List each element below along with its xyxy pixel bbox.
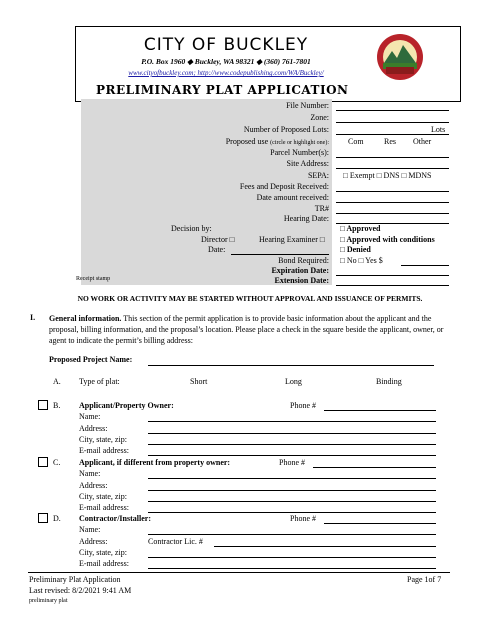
expiration-line[interactable]	[336, 275, 449, 276]
letterhead	[75, 26, 461, 102]
date-amount-line[interactable]	[336, 202, 449, 203]
city-address: P.O. Box 1960 ◆ Buckley, WA 98321 ◆ (360) 761-7801	[141, 57, 311, 66]
c-name-label: Name:	[79, 469, 101, 478]
b-email-line[interactable]	[148, 455, 436, 456]
form-title: PRELIMINARY PLAT APPLICATION	[96, 83, 349, 97]
bond-options[interactable]: □ No □ Yes $	[340, 256, 383, 265]
d-address-label: Address:	[79, 537, 108, 546]
footer-revised: Last revised: 8/2/2021 9:41 AM	[29, 586, 132, 595]
type-of-plat-label: Type of plat:	[79, 377, 120, 386]
use-label	[81, 137, 329, 146]
zone-label: Zone:	[310, 113, 329, 122]
decision-date-line[interactable]	[231, 254, 329, 255]
city-links[interactable]: www.cityofbuckley.com; http://www.codepublishing.com/WA/Buckley/	[128, 69, 324, 77]
file-number-line[interactable]	[336, 110, 449, 111]
d-phone-line[interactable]	[324, 523, 436, 524]
approved-conditions-checkbox[interactable]: □ Approved with conditions	[340, 235, 435, 244]
plat-long-option[interactable]: Long	[285, 377, 302, 386]
b-label: B.	[53, 401, 61, 410]
use-label-text: Proposed use	[225, 137, 269, 146]
section-number: I.	[30, 313, 36, 322]
d-phone-label: Phone #	[290, 514, 316, 523]
c-phone-line[interactable]	[313, 467, 436, 468]
site-label: Site Address:	[286, 159, 329, 168]
use-option-res[interactable]: Res	[384, 137, 396, 146]
c-email-label: E-mail address:	[79, 503, 129, 512]
lots-unit: Lots	[431, 125, 446, 134]
lots-label: Number of Proposed Lots:	[243, 125, 329, 134]
fees-line[interactable]	[336, 191, 449, 192]
b-title: Applicant/Property Owner:	[79, 401, 174, 410]
billing-checkbox-d[interactable]	[38, 513, 48, 523]
warning-notice: NO WORK OR ACTIVITY MAY BE STARTED WITHOUT APPROVAL AND ISSUANCE OF PERMITS.	[77, 294, 423, 303]
contractor-lic-label: Contractor Lic. #	[148, 537, 203, 546]
project-name-label: Proposed Project Name:	[49, 355, 133, 364]
section-text: This section of the permit application is to provide basic information about the applicant and the proposal, billing information, and the proposal’s location. Please place a check in the square beside the applicant, owner, or agent to indicate the permit’s billing address:	[49, 314, 444, 345]
hearing-date-label: Hearing Date:	[283, 214, 329, 223]
b-phone-line[interactable]	[324, 410, 436, 411]
type-a-label: A.	[53, 377, 61, 386]
c-title: Applicant, if different from property owner:	[79, 458, 231, 467]
decision-date-label: Date:	[208, 245, 226, 254]
approved-checkbox[interactable]: □ Approved	[340, 224, 381, 233]
d-email-label: E-mail address:	[79, 559, 129, 568]
c-address-label: Address:	[79, 481, 108, 490]
footer-rule	[28, 572, 450, 573]
b-city-label: City, state, zip:	[79, 435, 127, 444]
section-heading: General information.	[49, 314, 122, 323]
d-city-line[interactable]	[148, 557, 436, 558]
director-checkbox[interactable]: Director □	[201, 235, 235, 244]
tr-line[interactable]	[336, 213, 449, 214]
bond-amount-line[interactable]	[401, 265, 449, 266]
parcel-line[interactable]	[336, 157, 449, 158]
b-title-text: Applicant/Property Owner	[79, 401, 172, 410]
section-intro	[49, 313, 454, 346]
b-address-line[interactable]	[148, 433, 436, 434]
project-name-line[interactable]	[148, 365, 434, 366]
b-name-label: Name:	[79, 412, 101, 421]
c-email-line[interactable]	[148, 512, 436, 513]
city-name: CITY OF BUCKLEY	[143, 35, 309, 55]
extension-label: Extension Date:	[274, 276, 329, 285]
d-title: Contractor/Installer:	[79, 514, 151, 523]
footer-file: preliminary plat	[29, 598, 68, 604]
expiration-label: Expiration Date:	[271, 266, 329, 275]
receipt-stamp-label: Receipt stamp	[76, 276, 111, 282]
c-label: C.	[53, 458, 61, 467]
b-city-line[interactable]	[148, 444, 436, 445]
file-number-label: File Number:	[286, 101, 329, 110]
d-title-text: Contractor/Installer	[79, 514, 149, 523]
b-address-label: Address:	[79, 424, 108, 433]
footer-title: Preliminary Plat Application	[29, 575, 121, 584]
sepa-options[interactable]: □ Exempt □ DNS □ MDNS	[343, 171, 432, 180]
c-name-line[interactable]	[148, 478, 436, 479]
b-phone-label: Phone #	[290, 401, 316, 410]
date-amount-label: Date amount received:	[256, 193, 329, 202]
d-label: D.	[53, 514, 61, 523]
b-name-line[interactable]	[148, 421, 436, 422]
c-phone-label: Phone #	[279, 458, 305, 467]
c-city-line[interactable]	[148, 501, 436, 502]
footer-page: Page 1of 7	[407, 575, 442, 584]
zone-line[interactable]	[336, 122, 449, 123]
use-note: (circle or highlight one):	[270, 140, 329, 146]
lots-line[interactable]	[336, 134, 449, 135]
plat-binding-option[interactable]: Binding	[376, 377, 402, 386]
site-line[interactable]	[336, 168, 449, 169]
hearing-examiner-checkbox[interactable]: Hearing Examiner □	[259, 235, 325, 244]
extension-line[interactable]	[336, 285, 449, 286]
billing-checkbox-c[interactable]	[38, 457, 48, 467]
d-email-line[interactable]	[148, 568, 436, 569]
d-name-line[interactable]	[148, 534, 436, 535]
denied-checkbox[interactable]: □ Denied	[340, 245, 371, 254]
sepa-label: SEPA:	[307, 171, 329, 180]
parcel-label: Parcel Number(s):	[270, 148, 329, 157]
use-option-other[interactable]: Other	[413, 137, 432, 146]
contractor-lic-line[interactable]	[214, 546, 436, 547]
c-address-line[interactable]	[148, 490, 436, 491]
decision-by-label: Decision by:	[171, 224, 212, 233]
d-name-label: Name:	[79, 525, 101, 534]
use-option-com[interactable]: Com	[348, 137, 364, 146]
b-email-label: E-mail address:	[79, 446, 129, 455]
city-seal-logo	[376, 33, 424, 81]
plat-short-option[interactable]: Short	[190, 377, 208, 386]
bond-label: Bond Required:	[278, 256, 329, 265]
c-city-label: City, state, zip:	[79, 492, 127, 501]
fees-label: Fees and Deposit Received:	[239, 182, 329, 191]
billing-checkbox-b[interactable]	[38, 400, 48, 410]
d-city-label: City, state, zip:	[79, 548, 127, 557]
tr-label: TR#	[314, 204, 329, 213]
